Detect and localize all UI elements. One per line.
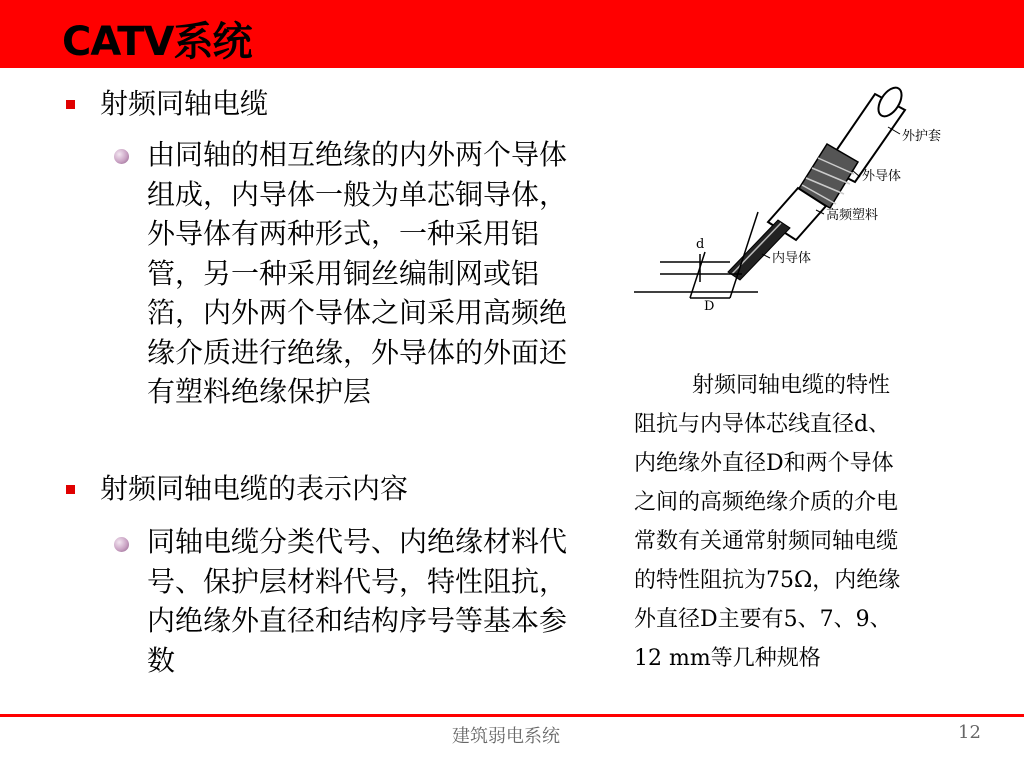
caption-line: 之间的高频绝缘介质的介电: [634, 490, 899, 515]
caption-line: 外直径D主要有5、7、9、: [634, 607, 892, 632]
coax-cable-diagram: [630, 82, 990, 317]
footer-title: 建筑弱电系统: [452, 726, 560, 747]
bullet-heading-2: 射频同轴电缆的表示内容: [100, 472, 409, 505]
caption-line: 射频同轴电缆的特性: [692, 373, 891, 398]
bullet-heading-1: 射频同轴电缆: [100, 87, 269, 120]
sub-bullet-marker: [114, 537, 129, 552]
caption-line: 12 mm等几种规格: [634, 646, 821, 671]
caption-line: 的特性阻抗为75Ω，内绝缘: [634, 568, 901, 593]
footer-divider: [0, 714, 1024, 717]
label-D: D: [704, 299, 715, 314]
bullet-text-1: 由同轴的相互绝缘的内外两个导体组成，内导体一般为单芯铜导体，外导体有两种形式，一种采用铝管，另一种采用铜丝编制网或铝箔，内外两个导体之间采用高频绝缘介质进行绝缘，外导体的外面还有塑料绝缘保护层: [147, 138, 568, 408]
bullet-marker: [66, 100, 75, 109]
caption-line: 内绝缘外直径D和两个导体: [634, 451, 894, 476]
diagram-caption: [634, 366, 984, 678]
label-dielectric: 高频塑料: [826, 208, 879, 223]
caption-line: 阻抗与内导体芯线直径d、: [634, 412, 891, 437]
label-d: d: [696, 237, 705, 252]
bullet-marker: [66, 485, 75, 494]
page-number: 12: [958, 722, 981, 743]
bullet-text-2: 同轴电缆分类代号、内绝缘材料代号、保护层材料代号，特性阻抗，内绝缘外直径和结构序号等基本参数: [147, 525, 568, 677]
label-outer-conductor: 外导体: [862, 169, 902, 184]
label-inner-conductor: 内导体: [772, 251, 812, 266]
inner-conductor-shape: [728, 220, 790, 280]
dimension-lines: [634, 212, 758, 298]
caption-line: 常数有关通常射频同轴电缆: [634, 529, 899, 554]
slide-title: CATV系统: [62, 19, 252, 65]
label-outer-jacket: 外护套: [902, 129, 942, 144]
sub-bullet-marker: [114, 149, 129, 164]
